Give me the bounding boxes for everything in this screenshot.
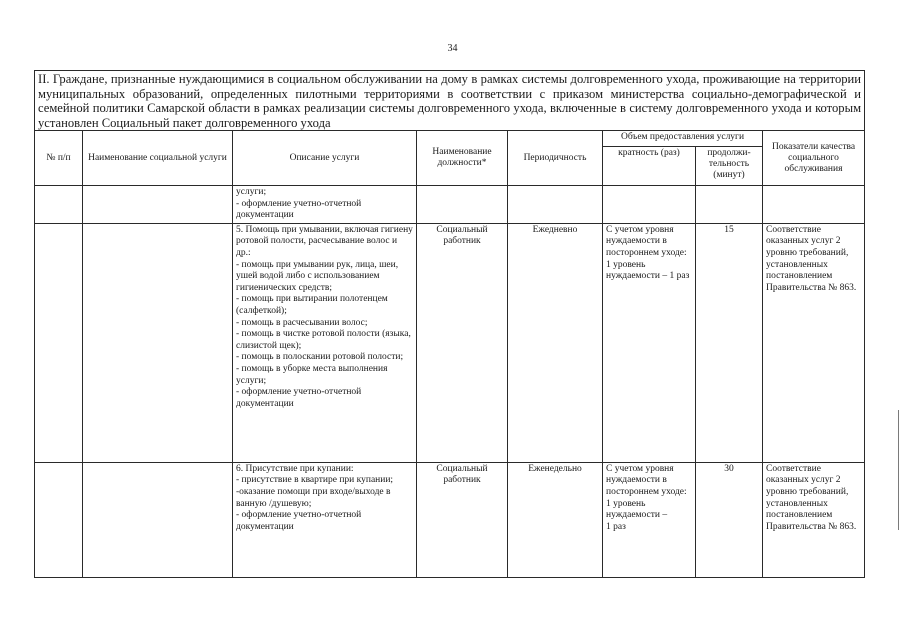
cell-position: [417, 186, 508, 224]
header-quality: Показатели качества социального обслуживания: [763, 131, 865, 186]
table-row: [35, 223, 865, 462]
cell-quality: [763, 186, 865, 224]
header-periodicity: Периодичность: [508, 131, 603, 186]
cell-frequency: [603, 186, 696, 224]
header-row: [35, 131, 865, 147]
page-number: 34: [447, 43, 458, 54]
table-row: [35, 462, 865, 577]
cell-position: Социальный работник: [417, 462, 508, 577]
services-table: [34, 70, 865, 578]
cell-periodicity: Ежедневно: [508, 223, 603, 462]
header-duration: продолжи-тельность (минут): [696, 147, 763, 186]
cell-description: 6. Присутствие при купании: - присутствие в квартире при купании; -оказание помощи при входе/выходе в ванную /душевую; - оформление учетно-отчетной документации: [233, 462, 417, 577]
cell-service-name: [83, 223, 233, 462]
cell-quality: Соответствие оказанных услуг 2 уровню требований, установленных постановлением Правительства № 863.: [763, 223, 865, 462]
scan-edge-line: [898, 410, 899, 530]
cell-description: 5. Помощь при умывании, включая гигиену ротовой полости, расчесывание волос и др.: - помощь при умывании рук, лица, шеи, ушей водой либо с использованием гигиенических средств; - помощь при вытирании полотенцем (салфеткой); - помощь в расчесывании волос; - помощь в чистке ротовой полости (языка, слизистой щек); - помощь в полоскании ротовой полости; - помощь в уборке места выполнения услуги; - оформление учетно-отчетной документации: [233, 223, 417, 462]
cell-num: [35, 186, 83, 224]
cell-periodicity: Еженедельно: [508, 462, 603, 577]
header-frequency: кратность (раз): [603, 147, 696, 186]
cell-position: Социальный работник: [417, 223, 508, 462]
cell-duration: 15: [696, 223, 763, 462]
cell-duration: 30: [696, 462, 763, 577]
cell-frequency: С учетом уровня нуждаемости в постороннем уходе: 1 уровень нуждаемости – 1 раз: [603, 223, 696, 462]
header-volume: Объем предоставления услуги: [603, 131, 763, 147]
cell-duration: [696, 186, 763, 224]
cell-description: услуги; - оформление учетно-отчетной документации: [233, 186, 417, 224]
cell-num: [35, 462, 83, 577]
section-heading-row: [35, 71, 865, 131]
section-heading: II. Граждане, признанные нуждающимися в социальном обслуживании на дому в рамках системы долговременного ухода, проживающие на территории муниципальных образований, определенных пилотными территориями в соответствии с приказом министерства социально-демографической и семейной политики Самарской области в рамках реализации системы долговременного ухода, включенные в систему долговременного ухода и которым установлен Социальный пакет долговременного ухода: [35, 71, 865, 131]
cell-service-name: [83, 462, 233, 577]
table-row: [35, 186, 865, 224]
header-position: Наименование должности*: [417, 131, 508, 186]
cell-frequency: С учетом уровня нуждаемости в постороннем уходе: 1 уровень нуждаемости – 1 раз: [603, 462, 696, 577]
header-num: № п/п: [35, 131, 83, 186]
header-service-name: Наименование социальной услуги: [83, 131, 233, 186]
header-description: Описание услуги: [233, 131, 417, 186]
cell-quality: Соответствие оказанных услуг 2 уровню требований, установленных постановлением Правительства № 863.: [763, 462, 865, 577]
cell-service-name: [83, 186, 233, 224]
cell-num: [35, 223, 83, 462]
cell-periodicity: [508, 186, 603, 224]
